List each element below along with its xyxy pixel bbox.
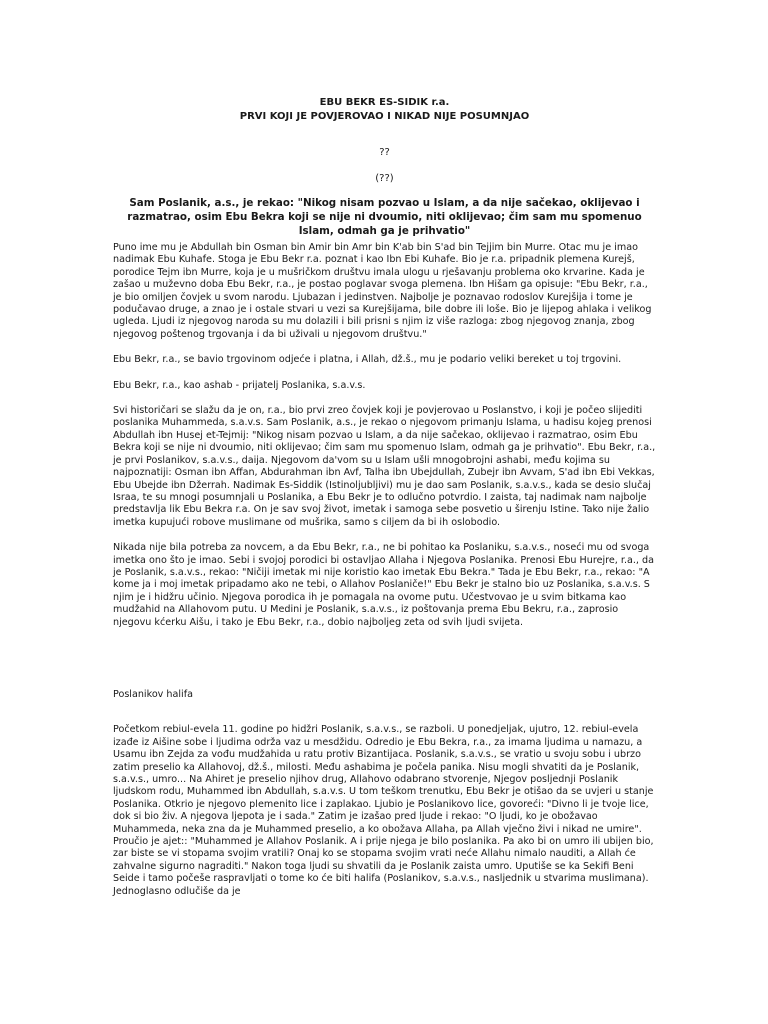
paragraph-caliphate: Početkom rebiul-evela 11. godine po hidžri Poslanik, s.a.v.s., se razboli. U ponedjeljak, ujutro, 12. rebiul-evela izađe iz Aišine sobe i ljudima održa vaz u mesdžidu. Odredio je Ebu Bekra, r.a., za imama ljudima u namazu, a Usamu ibn Zejda za vođu mudžahida u ratu protiv Bizantijaca. Poslanik, s.a.v.s., se vratio u svoju sobu i ubrzo zatim preselio ka Allahovoj, dž.š., milosti. Među ashabima je počela panika. Nisu mogli shvatiti da je Poslanik, s.a.v.s., umro... Na Ahiret je preselio njihov drug, Allahovo odabrano stvorenje, Njegov posljednji Poslanik ljudskom rodu, Muhammed ibn Abdullah, s.a.v.s. U tom teškom trenutku, Ebu Bekr je otišao da se uvjeri u stanje Poslanika. Otkrio je njegovo plemenito lice i zaplakao. Ljubio je Poslanikovo lice, govoreći: "Divno li je tvoje lice, dok si bio živ. A njegova ljepota je i sada." Zatim je izašao pred ljude i rekao: "O ljudi, ko je obožavao Muhammeda, neka zna da je Muhammed preselio, a ko obožava Allaha, pa Allah vječno živi i nikad ne umire". Proučio je ajet:: "Muhammed je Allahov Poslanik. A i prije njega je bilo poslanika. Pa ako bi on umro ili ubijen bio, zar biste se vi stopama svojim vratili? Onaj ko se stopama svojim vrati neće Allahu nimalo nauditi, a Allah će zahvalne sigurno nagraditi." Nakon toga ljudi su shvatili da je Poslanik zaista umro. Uputiše se ka Sekifi Beni Seide i tamo počeše raspravljati o tome ko će biti halifa (Poslanikov, s.a.v.s., nasljednik u stvarima muslimana). Jednoglasno odlučiše da je (113, 724, 654, 897)
paragraph-companion-heading: Ebu Bekr, r.a., kao ashab - prijatelj Poslanika, s.a.v.s. (113, 379, 366, 391)
paragraph-first-believer: Svi historičari se slažu da je on, r.a., bio prvi zreo čovjek koji je povjerovao u Poslanstvo, i koji je počeo slijediti poslanika Muhammeda, s.a.v.s. Sam Poslanik, a.s., je rekao o njegovom primanju Islama, u hadisu kojeg prenosi Abdullah ibn Husej et-Tejmij: "Nikog nisam pozvao u Islam, a da nije sačekao, oklijevao i razmatrao, osim Ebu Bekra koji se nije ni dvoumio, niti oklijevao; čim sam mu spomenuo Islam, odmah ga je prihvatio". Ebu Bekr, r.a., je prvi Poslanikov, s.a.v.s., daija. Njegovom da'vom su u Islam ušli mnogobrojni ashabi, među kojima su najpoznatiji: Osman ibn Affan, Abdurahman ibn Avf, Talha ibn Ubejdullah, Zubejr ibn Avvam, S'ad ibn Ebi Vekkas, Ebu Ubejde ibn Džerrah. Nadimak Es-Siddik (Istinoljubljivi) mu je dao sam Poslanik, s.a.v.s., kada se desio slučaj Israa, te su mnogi posumnjali u Poslanika, a Ebu Bekr je to odlučno potvrdio. I zaista, taj nadimak nam najbolje predstavlja lik Ebu Bekra r.a. On je sav svoj život, imetak i samoga sebe posvetio u širenju Istine. Tako nije žalio imetka kupujući robove muslimane od mušrika, samo s ciljem da bi ih oslobodio. (113, 405, 656, 528)
placeholder-marker: ?? (379, 147, 390, 158)
placeholder-marker-parenthesized: (??) (375, 173, 394, 184)
document-page (113, 96, 656, 898)
document-title: EBU BEKR ES-SIDIK r.a. (319, 97, 450, 108)
document-subtitle: PRVI KOJI JE POVJEROVAO I NIKAD NIJE POSUMNJAO (239, 111, 530, 122)
paragraph-generosity: Nikada nije bila potreba za novcem, a da Ebu Bekr, r.a., ne bi pohitao ka Poslaniku, s.a.v.s., noseći mu od svoga imetka ono što je imao. Sebi i svojoj porodici bi ostavljao Allaha i Njegova Poslanika. Prenosi Ebu Hurejre, r.a., da je Poslanik, s.a.v.s., rekao: "Ničiji imetak mi nije koristio kao imetak Ebu Bekra." Tada je Ebu Bekr, r.a., rekao: "A kome ja i moj imetak pripadamo ako ne tebi, o Allahov Poslaniče!" Ebu Bekr je stalno bio uz Poslanika, s.a.v.s. S njim je i hidžru učinio. Njegova porodica ih je pomagala na ovome putu. Učestvovao je u svim bitkama kao mudžahid na Allahovom putu. U Medini je Poslanik, s.a.v.s., iz poštovanja prema Ebu Bekru, r.a., zaprosio njegovu kćerku Aišu, i tako je Ebu Bekr, r.a., dobio najboljeg zeta od svih ljudi svijeta. (113, 542, 654, 628)
paragraph-trade: Ebu Bekr, r.a., se bavio trgovinom odjeće i platna, i Allah, dž.š., mu je podario veliki bereket u toj trgovini. (113, 354, 622, 366)
lead-quote: Sam Poslanik, a.s., je rekao: "Nikog nisam pozvao u Islam, a da nije sačekao, oklijevao i razmatrao, osim Ebu Bekra koji se nije ni dvoumio, niti oklijevao; čim sam mu spomenuo Islam, odmah ga je prihvatio" (127, 197, 642, 237)
paragraph-biography: Puno ime mu je Abdullah bin Osman bin Amir bin Amr bin K'ab bin S'ad bin Tejjim bin Murre. Otac mu je imao nadimak Ebu Kuhafe. Stoga je Ebu Bekr r.a. poznat i kao Ibn Ebi Kuhafe. Bio je r.a. pripadnik plemena Kurejš, porodice Tejm ibn Murre, koja je u mušričkom društvu imala ulogu u rješavanju problema oko krvarine. Kada je zašao u muževno doba Ebu Bekr, r.a., je postao poglavar svoga plemena. Ibn Hišam ga opisuje: "Ebu Bekr, r.a., je bio omiljen čovjek u svom narodu. Ljubazan i jedinstven. Najbolje je poznavao rodoslov Kurejšija i tome je podučavao druge, a znao je i ostale stvari u vezi sa Kurejšijama, bile dobre ili loše. Bio je lijepog ahlaka i velikog ugleda. Ljudi iz njegovog naroda su mu dolazili i bili prisni s njim iz više razloga: zbog njegovog znanja, zbog njegovog poštenog trgovanja i da bi uživali u njegovom društvu." (113, 242, 652, 340)
section-heading-caliph: Poslanikov halifa (113, 688, 193, 700)
